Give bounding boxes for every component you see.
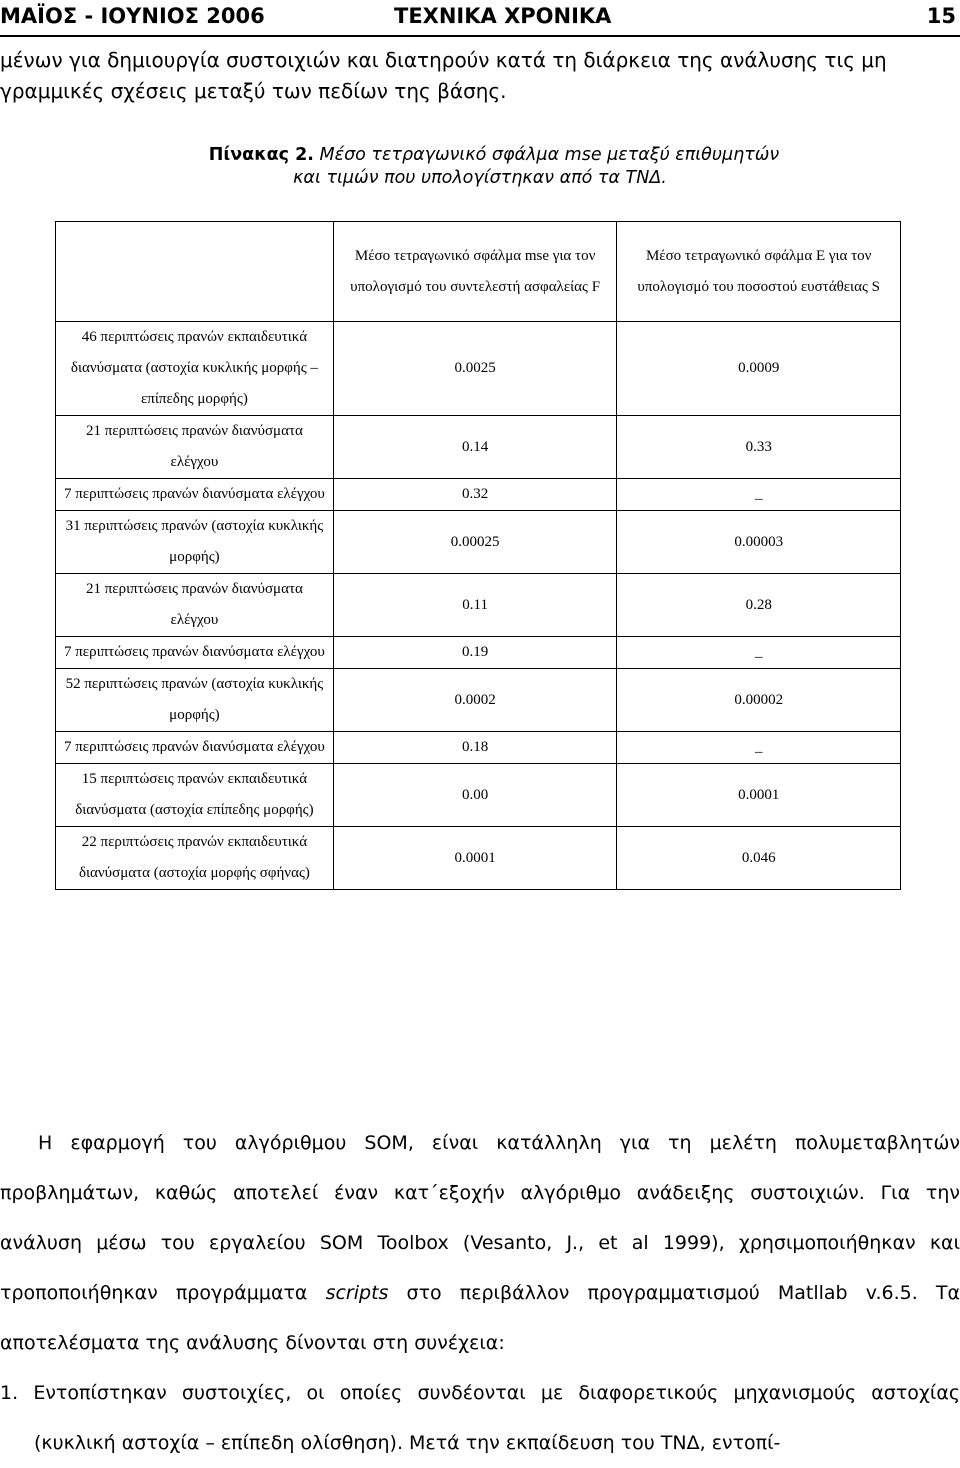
table-header-row [56,222,901,322]
body-text-italic: scripts [325,1282,389,1304]
caption-label: Πίνακας 2. [208,145,314,165]
mse-f-cell: 0.0001 [333,827,617,890]
mse-f-cell: 0.18 [333,732,617,764]
mse-f-cell: 0.00 [333,764,617,827]
body-text [0,1118,960,1468]
mse-s-cell: 0.00002 [617,669,901,732]
mse-f-cell: 0.11 [333,574,617,637]
row-label-cell: 31 περιπτώσεις πρανών (αστοχία κυκλικής μορφής) [56,511,334,574]
table-header-cell: Μέσο τετραγωνικό σφάλμα E για τον υπολογισμό του ποσοστού ευστάθειας S [617,222,901,322]
intro-line: μένων για δημιουργία συστοιχιών και διατηρούν κατά τη διάρκεια της ανάλυσης τις μη [0,48,887,72]
mse-s-cell: 0.33 [617,416,901,479]
body-paragraph [0,1118,960,1368]
table-header-cell: Μέσο τετραγωνικό σφάλμα mse για τον υπολογισμό του συντελεστή ασφαλείας F [333,222,617,322]
mse-f-cell: 0.0025 [333,322,617,416]
body-text-part: στο περιβάλλον προγραμματισμού Matllab v.6.5. Τα αποτελέσματα της ανάλυσης δίνονται στη συνέχεια: [0,1282,960,1354]
row-label-cell: 15 περιπτώσεις πρανών εκπαιδευτικά διανύσματα (αστοχία επίπεδης μορφής) [56,764,334,827]
table-row [56,764,901,827]
mse-s-cell: _ [617,637,901,669]
body-text-part: Η εφαρμογή του αλγόριθμου SOM, είναι κατάλληλη για τη μελέτη πολυμεταβλητών προβλημάτων, καθώς αποτελεί έναν κατ΄εξοχήν αλγόριθμο ανάδειξης συστοιχιών. Για την ανάλυση μέσω του εργαλείου SOM Toolbox (Vesanto, J., et al 1999), χρησιμοποιήθηκαν και τροποποιήθηκαν προγράμματα [0,1132,960,1304]
table-row [56,416,901,479]
table-row [56,511,901,574]
table-row [56,322,901,416]
table-body [56,322,901,890]
row-label-cell: 7 περιπτώσεις πρανών διανύσματα ελέγχου [56,479,334,511]
mse-s-cell: _ [617,732,901,764]
row-label-cell: 46 περιπτώσεις πρανών εκπαιδευτικά διανύσματα (αστοχία κυκλικής μορφής – επίπεδης μορφής) [56,322,334,416]
list-item: 1. Εντοπίστηκαν συστοιχίες, οι οποίες συνδέονται με διαφορετικούς μηχανισμούς αστοχίας (κυκλική αστοχία – επίπεδη ολίσθηση). Μετά την εκπαίδευση του ΤΝΔ, εντοπί- [0,1382,960,1454]
table-header-cell [56,222,334,322]
header-rule [0,35,960,37]
mse-s-cell: _ [617,479,901,511]
mse-s-cell: 0.0009 [617,322,901,416]
table-row [56,574,901,637]
mse-f-cell: 0.00025 [333,511,617,574]
caption-line1: Μέσο τετραγωνικό σφάλμα mse μεταξύ επιθυμητών [319,145,780,165]
table-row [56,669,901,732]
journal-title: ΤΕΧΝΙΚΑ ΧΡΟΝΙΚΑ [394,4,612,28]
mse-f-cell: 0.19 [333,637,617,669]
mse-s-cell: 0.00003 [617,511,901,574]
intro-paragraph [0,45,960,107]
row-label-cell: 52 περιπτώσεις πρανών (αστοχία κυκλικής μορφής) [56,669,334,732]
row-label-cell: 21 περιπτώσεις πρανών διανύσματα ελέγχου [56,574,334,637]
row-label-cell: 21 περιπτώσεις πρανών διανύσματα ελέγχου [56,416,334,479]
table-caption [0,144,960,190]
row-label-cell: 7 περιπτώσεις πρανών διανύσματα ελέγχου [56,637,334,669]
results-table [55,221,901,890]
mse-s-cell: 0.046 [617,827,901,890]
caption-line2: και τιμών που υπολογίστηκαν από τα ΤΝΔ. [293,168,667,188]
page-header [0,0,960,36]
table-row [56,637,901,669]
mse-s-cell: 0.28 [617,574,901,637]
table-row [56,732,901,764]
row-label-cell: 22 περιπτώσεις πρανών εκπαιδευτικά διανύσματα (αστοχία μορφής σφήνας) [56,827,334,890]
issue-date: ΜΑΪΟΣ - ΙΟΥΝΙΟΣ 2006 [0,4,265,28]
mse-f-cell: 0.0002 [333,669,617,732]
mse-f-cell: 0.32 [333,479,617,511]
mse-f-cell: 0.14 [333,416,617,479]
table-row [56,479,901,511]
mse-s-cell: 0.0001 [617,764,901,827]
intro-line: γραμμικές σχέσεις μεταξύ των πεδίων της βάσης. [0,79,507,103]
row-label-cell: 7 περιπτώσεις πρανών διανύσματα ελέγχου [56,732,334,764]
table-row [56,827,901,890]
page-number: 15 [926,4,956,28]
